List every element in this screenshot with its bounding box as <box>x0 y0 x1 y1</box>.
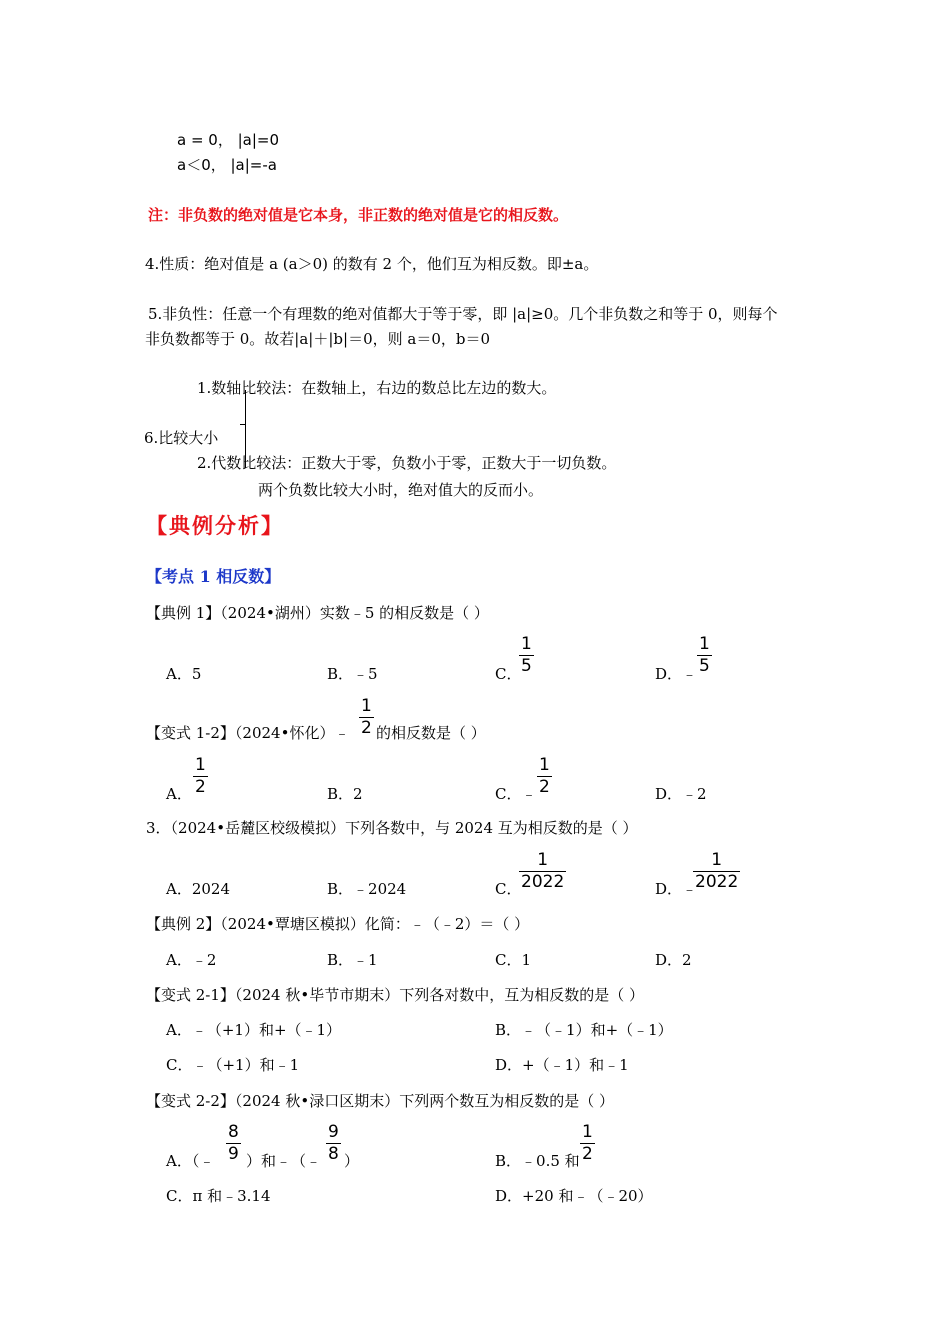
question-2-option-d[interactable]: D．﹣2 <box>655 785 707 803</box>
question-3-option-d[interactable]: D．﹣ <box>655 880 698 898</box>
question-6-fraction-b: 1 2 <box>582 1122 593 1164</box>
question-1-option-a[interactable]: A．5 <box>166 665 202 683</box>
question-5-stem: 【变式 2-1】（2024 秋•毕节市期末）下列各对数中，互为相反数的是（ ） <box>146 986 644 1004</box>
question-1-stem: 【典例 1】（2024•湖州）实数﹣5 的相反数是（ ） <box>146 604 489 622</box>
question-4-option-c[interactable]: C．1 <box>495 951 532 969</box>
section-heading: 【典例分析】 <box>146 513 284 538</box>
question-1-fraction-d: 1 5 <box>699 634 710 676</box>
question-6-option-a-part3: ） <box>344 1152 360 1170</box>
compare-label: 6.比较大小 <box>144 429 219 447</box>
question-6-option-a-part2: ）和﹣（﹣ <box>246 1152 322 1170</box>
question-1-option-d[interactable]: D．﹣ <box>655 665 698 683</box>
question-4-option-b[interactable]: B．﹣1 <box>327 951 378 969</box>
note-text: 注：非负数的绝对值是它本身，非正数的绝对值是它的相反数。 <box>148 206 569 224</box>
topic-heading: 【考点 1 相反数】 <box>146 567 281 586</box>
brace-tick <box>240 424 246 425</box>
question-2-stem: 【变式 1-2】（2024•怀化）﹣ <box>146 724 350 742</box>
compare-method-1: 1.数轴比较法：在数轴上，右边的数总比左边的数大。 <box>197 379 557 397</box>
question-2-fraction-a: 1 2 <box>195 755 206 797</box>
property-text: 4.性质：绝对值是 a (a＞0) 的数有 2 个，他们互为相反数。即±a。 <box>145 255 599 273</box>
question-3-option-c[interactable]: C． <box>495 880 522 898</box>
nonnegativity-text-1: 5.非负性：任意一个有理数的绝对值都大于等于零，即 |a|≥0。几个非负数之和等于 0，则每个 <box>148 305 778 323</box>
question-6-stem: 【变式 2-2】（2024 秋•渌口区期末）下列两个数互为相反数的是（ ） <box>146 1092 614 1110</box>
question-4-stem: 【典例 2】（2024•覃塘区模拟）化简：﹣（﹣2）＝（ ） <box>146 915 530 933</box>
question-5-option-a[interactable]: A．﹣（+1）和+（﹣1） <box>166 1021 342 1039</box>
question-3-option-a[interactable]: A．2024 <box>166 880 231 898</box>
question-2-fraction-c: 1 2 <box>539 755 550 797</box>
question-6-fraction-a1: 8 9 <box>228 1122 239 1164</box>
question-6-option-b[interactable]: B．﹣0.5 和 <box>495 1152 580 1170</box>
question-2-stem-fraction: 1 2 <box>361 696 372 738</box>
question-3-stem: 3．（2024•岳麓区校级模拟）下列各数中，与 2024 互为相反数的是（ ） <box>146 819 638 837</box>
question-5-option-d[interactable]: D．+（﹣1）和﹣1 <box>495 1056 629 1074</box>
question-4-option-a[interactable]: A．﹣2 <box>166 951 217 969</box>
question-6-option-a-part1[interactable]: A．（﹣ <box>166 1152 215 1170</box>
question-2-option-b[interactable]: B．2 <box>327 785 363 803</box>
question-1-option-c[interactable]: C． <box>495 665 522 683</box>
question-1-fraction-c: 1 5 <box>521 634 532 676</box>
question-5-option-b[interactable]: B．﹣（﹣1）和+（﹣1） <box>495 1021 673 1039</box>
compare-method-2: 2.代数比较法：正数大于零，负数小于零，正数大于一切负数。 <box>197 454 617 472</box>
question-4-option-d[interactable]: D．2 <box>655 951 692 969</box>
question-2-stem-tail: 的相反数是（ ） <box>376 724 486 742</box>
question-1-option-b[interactable]: B．﹣5 <box>327 665 378 683</box>
compare-method-2-cont: 两个负数比较大小时，绝对值大的反而小。 <box>258 481 544 499</box>
question-3-fraction-c: 1 2022 <box>521 850 565 892</box>
text-line-a-negative: a＜0， |a|=-a <box>177 156 277 174</box>
question-6-option-c[interactable]: C．π 和﹣3.14 <box>166 1187 271 1205</box>
nonnegativity-text-2: 非负数都等于 0。故若|a|＋|b|＝0，则 a＝0，b＝0 <box>145 330 491 348</box>
question-6-option-d[interactable]: D．+20 和﹣（﹣20） <box>495 1187 653 1205</box>
question-3-fraction-d: 1 2022 <box>695 850 739 892</box>
question-5-option-c[interactable]: C．﹣（+1）和﹣1 <box>166 1056 300 1074</box>
question-3-option-b[interactable]: B．﹣2024 <box>327 880 407 898</box>
text-line-a-zero: a = 0， |a|=0 <box>177 131 280 149</box>
question-2-option-c[interactable]: C．﹣ <box>495 785 537 803</box>
question-2-option-a[interactable]: A． <box>166 785 192 803</box>
question-6-fraction-a2: 9 8 <box>328 1122 339 1164</box>
